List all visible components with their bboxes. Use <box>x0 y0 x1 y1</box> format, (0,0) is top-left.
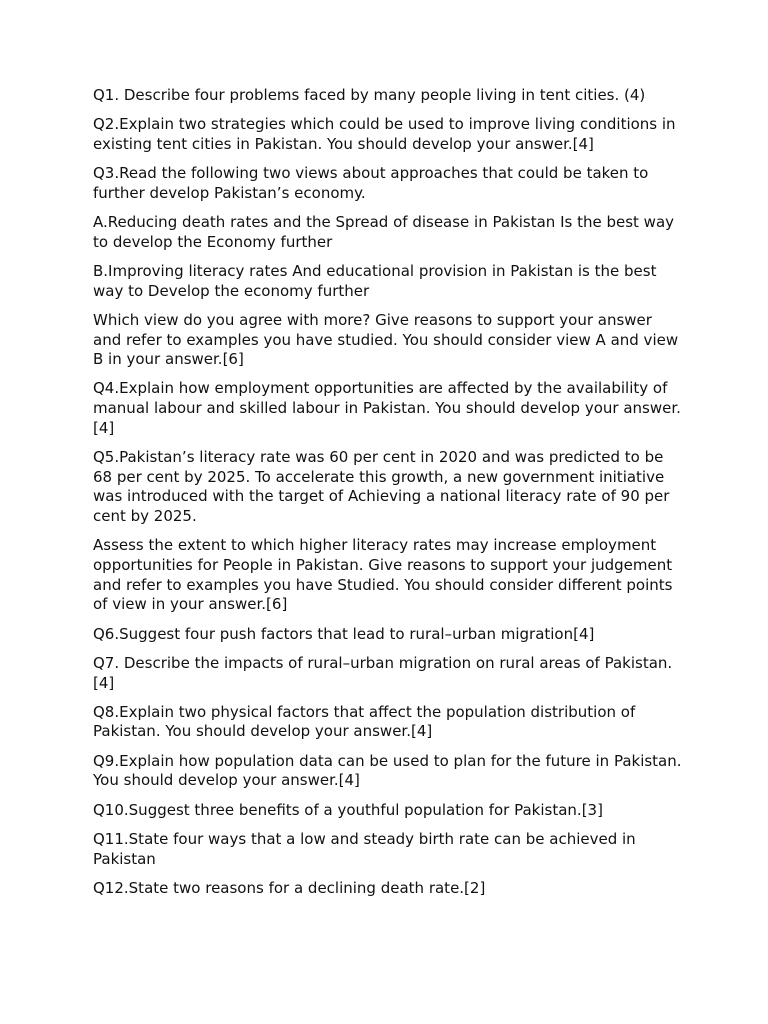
document-page <box>93 86 683 908</box>
question-q8: Q8.Explain two physical factors that affect the population distribution of Pakistan. You should develop your answer.[4] <box>93 702 636 741</box>
question-q6: Q6.Suggest four push factors that lead to rural–urban migration[4] <box>93 624 595 643</box>
view-a: A.Reducing death rates and the Spread of disease in Pakistan Is the best way to develop the Economy further <box>93 213 675 251</box>
question-q2: Q2.Explain two strategies which could be used to improve living conditions in existing tent cities in Pakistan. You should develop your answer.[4] <box>93 115 676 153</box>
question-q3: Q3.Read the following two views about approaches that could be taken to further develop Pakistan’s economy. <box>93 164 649 202</box>
question-q7: Q7. Describe the impacts of rural–urban migration on rural areas of Pakistan.[4] <box>93 653 673 692</box>
question-q12: Q12.State two reasons for a declining death rate.[2] <box>93 878 486 897</box>
question-q11: Q11.State four ways that a low and steady birth rate can be achieved in Pakistan <box>93 829 636 868</box>
question-q5: Q5.Pakistan’s literacy rate was 60 per cent in 2020 and was predicted to be 68 per cent by 2025. To accelerate this growth, a new government initiative was introduced with the target of Achieving a national literacy rate of 90 per cent by 2025. <box>93 448 670 526</box>
question-q1: Q1. Describe four problems faced by many people living in tent cities. (4) <box>93 86 646 104</box>
question-q4: Q4.Explain how employment opportunities are affected by the availability of manual labour and skilled labour in Pakistan. You should develop your answer.[4] <box>93 379 681 437</box>
view-b: B.Improving literacy rates And educational provision in Pakistan is the best way to Develop the economy further <box>93 261 657 300</box>
question-q5-task: Assess the extent to which higher literacy rates may increase employment opportunities for People in Pakistan. Give reasons to support your judgement and refer to examples you have Studied. You should consider different points of view in your answer.[6] <box>93 536 673 614</box>
question-q10: Q10.Suggest three benefits of a youthful population for Pakistan.[3] <box>93 800 603 819</box>
question-q9: Q9.Explain how population data can be used to plan for the future in Pakistan. You should develop your answer.[4] <box>93 751 682 790</box>
question-q3-task: Which view do you agree with more? Give reasons to support your answer and refer to examples you have studied. You should consider view A and view B in your answer.[6] <box>93 310 679 369</box>
